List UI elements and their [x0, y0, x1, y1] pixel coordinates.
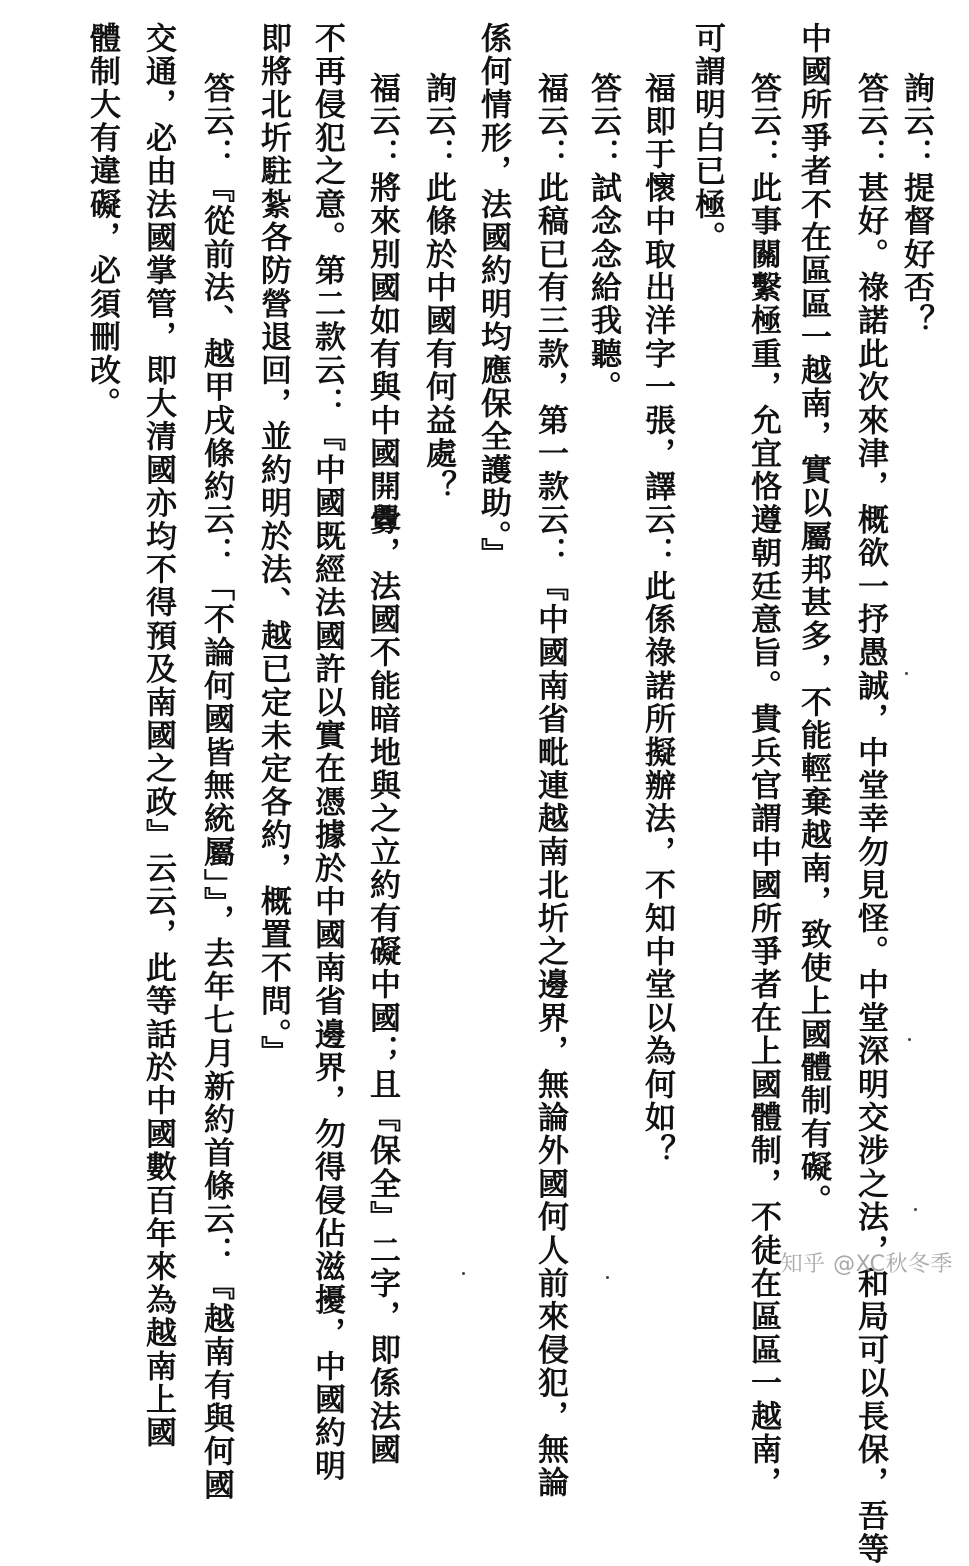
print-speck [908, 1038, 911, 1041]
text-line-8: 福云：此稿已有三款，第一款云：『中國南省毗連越南北圻之邊界，無論外國何人前來侵犯，無論 [532, 72, 568, 1500]
text-line-6: 福即于懷中取出洋字一張，譯云：此係祿諾所擬辦法，不知中堂以為何如？ [639, 72, 675, 1168]
print-speck [606, 1276, 609, 1279]
text-line-15: 交通，必由法國掌管，即大清國亦均不得預及南國之政』云云，此等話於中國數百年來為越南上國 [140, 22, 176, 1450]
text-line-12: 不再侵犯之意。第二款云：『中國既經法國許以實在憑據於中國南省邊界，勿得侵佔滋擾，中國約明 [309, 22, 345, 1483]
text-line-11: 福云：將來別國如有與中國開釁，法國不能暗地與之立約有礙中國；且『保全』二字，即係法國 [364, 72, 400, 1467]
text-line-4: 答云：此事關繫極重，允宜恪遵朝廷意旨。貴兵官謂中國所爭者在上國體制，不徒在區區一越南， [745, 72, 781, 1500]
text-line-7: 答云：試念念給我聽。 [585, 72, 621, 404]
print-speck [462, 1272, 465, 1275]
text-line-1: 詢云：提督好否？ [898, 72, 934, 338]
watermark-text: 知乎 @XC秋冬季 [780, 1252, 953, 1277]
text-line-9: 係何情形，法國約明均應保全護助。』 [475, 22, 511, 571]
text-line-14: 答云：『從前法、越甲戌條約云：「不論何國皆無統屬」』，去年七月新約首條云：『越南有與何國 [198, 72, 234, 1502]
text-line-10: 詢云：此條於中國有何益處？ [420, 72, 456, 504]
text-line-2: 答云：甚好。祿諾此次來津，概欲一抒愚誠，中堂幸勿見怪。中堂深明交涉之法，和局可以長保，吾等 [852, 72, 888, 1566]
text-line-16: 體制大有違礙，必須刪改。 [84, 22, 120, 421]
text-line-5: 可謂明白已極。 [689, 22, 725, 255]
text-line-3: 中國所爭者不在區區一越南，實以屬邦甚多，不能輕棄越南，致使上國體制有礙。 [795, 22, 831, 1218]
text-line-13: 即將北圻駐紮各防營退回，並約明於法、越已定未定各約，概置不問。』 [255, 22, 291, 1069]
print-speck [905, 672, 908, 675]
print-speck [914, 1208, 917, 1211]
